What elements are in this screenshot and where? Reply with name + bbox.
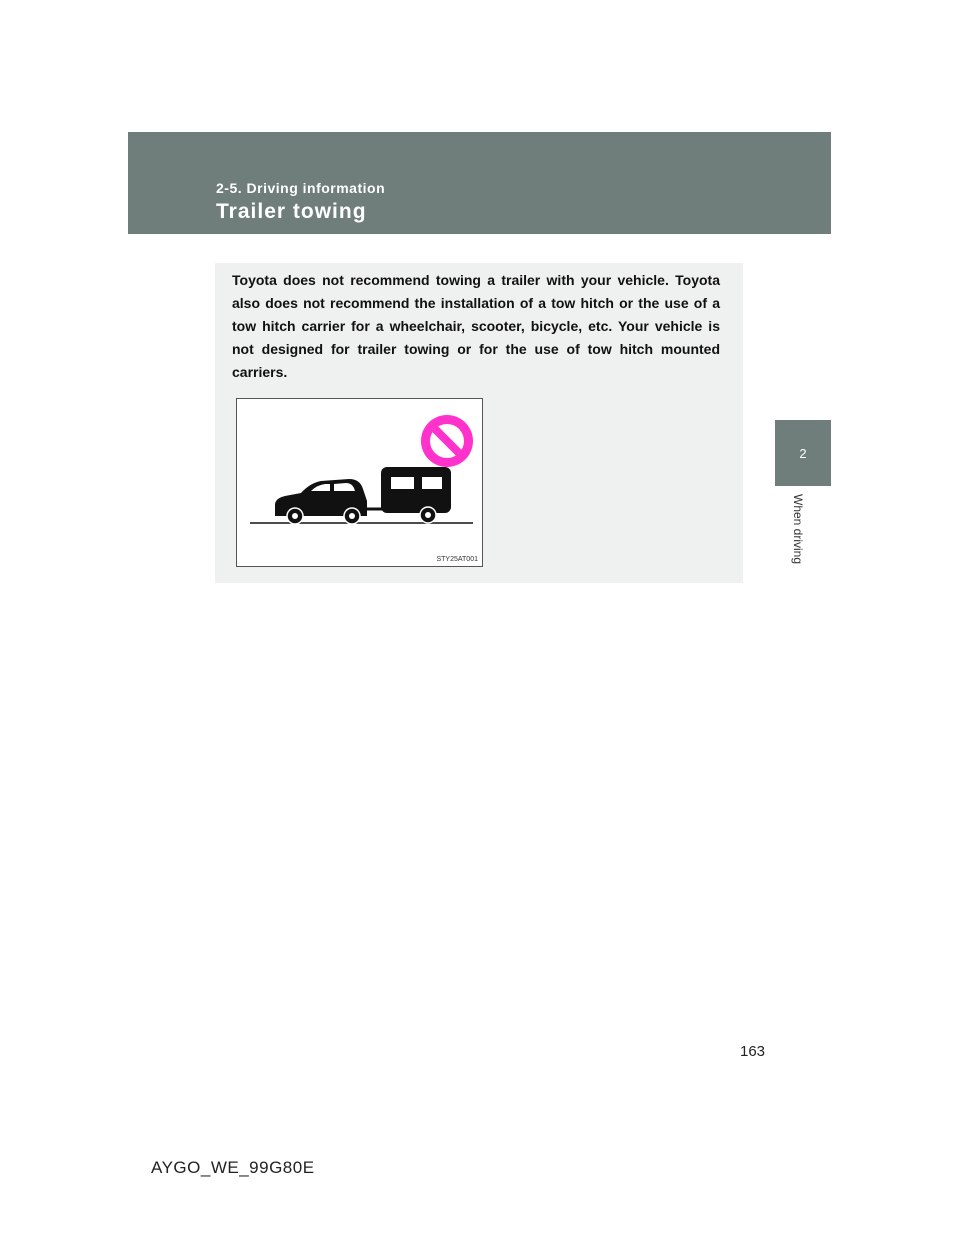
doc-code: AYGO_WE_99G80E — [151, 1158, 315, 1177]
trailer-icon — [381, 467, 451, 523]
page-number: 163 — [740, 1043, 766, 1060]
page-title: Trailer towing — [216, 200, 367, 223]
content-box — [215, 263, 743, 583]
header-band — [128, 132, 831, 234]
figure-code: STY25AT001 — [436, 556, 478, 563]
chapter-title: When driving — [791, 494, 805, 565]
illustration-frame — [236, 398, 483, 567]
car-icon — [275, 479, 367, 524]
towing-illustration — [237, 399, 484, 568]
prohibition-icon — [421, 415, 473, 467]
intro-text: Toyota does not recommend towing a trailer with your vehicle. Toyota also does not recommend the installation of a tow hitch or the use of a tow hitch carrier for a wheelchair, scooter, bicycle, etc. Your vehicle is not designed for trailer towing or for the use of tow hitch mounted carriers. — [232, 272, 720, 380]
section-label: 2-5. Driving information — [216, 180, 386, 196]
chapter-tab — [775, 420, 831, 486]
chapter-number: 2 — [799, 445, 807, 461]
